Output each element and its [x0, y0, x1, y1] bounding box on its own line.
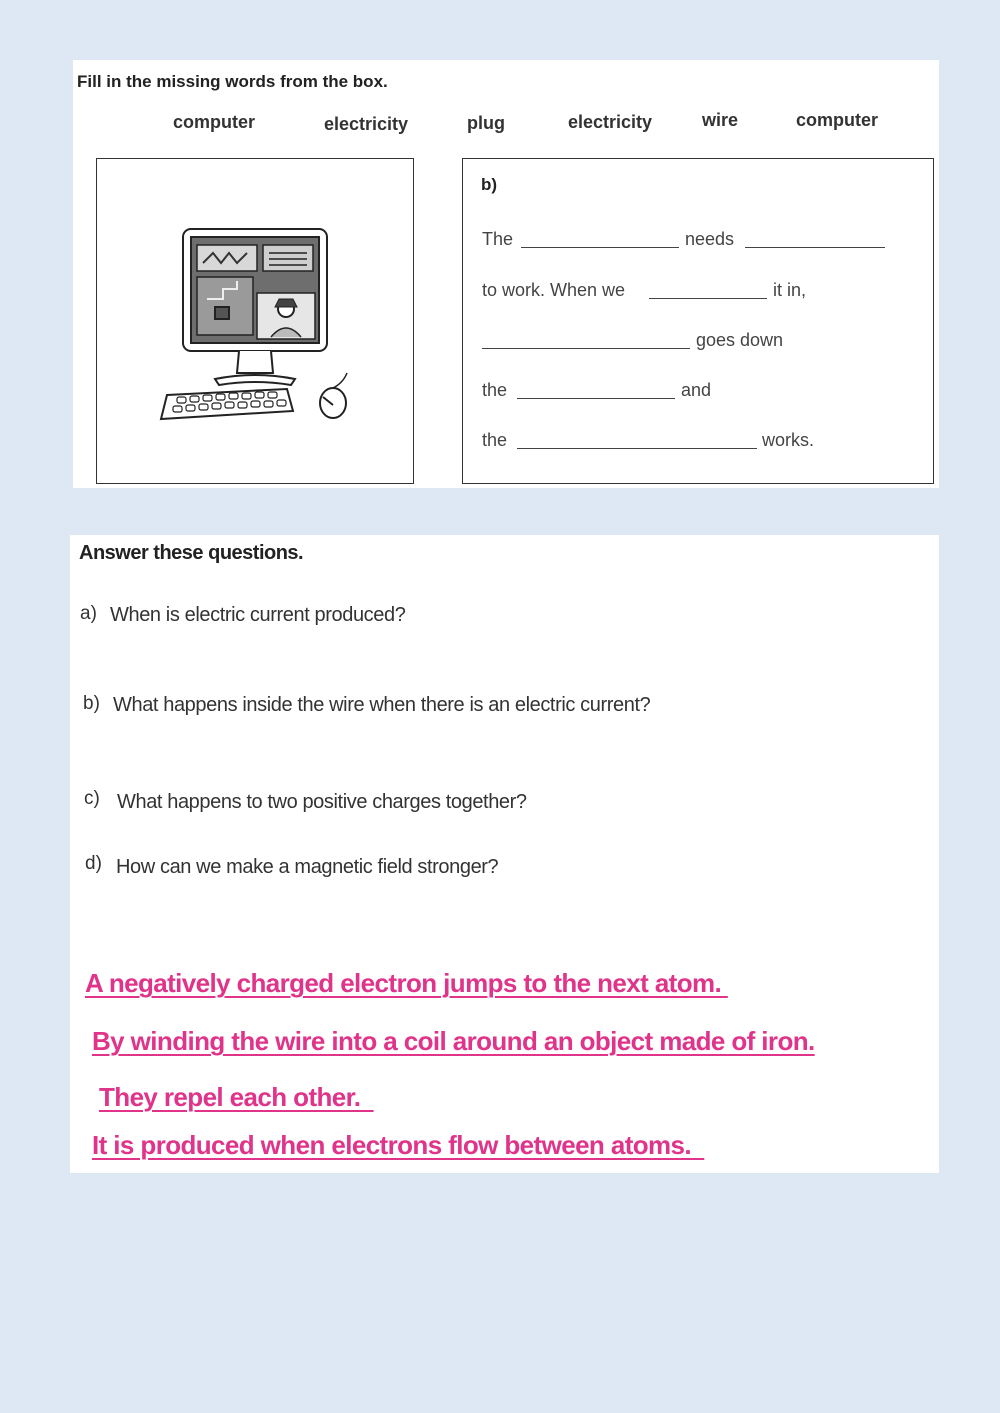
question-letter: c)	[84, 788, 100, 809]
questions-exercise-card	[70, 535, 939, 1173]
word-box-item: wire	[702, 110, 739, 130]
fill-blank[interactable]	[745, 247, 885, 248]
question-letter: b)	[83, 693, 100, 714]
answer-text: They repel each other.	[99, 1082, 374, 1112]
question-letter: d)	[85, 853, 102, 874]
fill-blank[interactable]	[521, 247, 679, 248]
computer-icon	[97, 159, 413, 483]
word-box-item: plug	[467, 113, 505, 133]
question-text: When is electric current produced?	[110, 604, 406, 626]
fill-in-text-box	[462, 158, 934, 484]
fill-line-text: the	[482, 430, 508, 450]
fill-line-text: needs	[685, 229, 735, 249]
word-box-item: computer	[173, 112, 256, 132]
answer-text: It is produced when electrons flow between atoms.	[92, 1130, 705, 1160]
question-text: What happens inside the wire when there is an electric current?	[113, 694, 651, 716]
question-letter: a)	[80, 603, 97, 624]
fill-line-text: works.	[762, 430, 815, 450]
word-box-item: electricity	[324, 114, 409, 134]
fill-box-label: b)	[481, 175, 498, 194]
answer-text: By winding the wire into a coil around an object made of iron.	[92, 1026, 815, 1056]
exercise1-instruction: Fill in the missing words from the box.	[77, 72, 388, 91]
fill-line-text: The	[482, 229, 514, 249]
fill-blank[interactable]	[517, 448, 757, 449]
question-text: What happens to two positive charges together?	[117, 791, 527, 813]
fill-blank[interactable]	[482, 348, 690, 349]
fill-line-text: to work. When we	[482, 280, 626, 300]
fill-line-text: goes down	[696, 330, 784, 350]
word-box-item: electricity	[568, 112, 653, 132]
answer-text: A negatively charged electron jumps to the next atom.	[85, 968, 728, 998]
question-text: How can we make a magnetic field stronger?	[116, 856, 499, 878]
fill-blank[interactable]	[649, 298, 767, 299]
fill-line-text: and	[681, 380, 712, 400]
computer-illustration-box	[96, 158, 414, 484]
fill-in-exercise-card	[73, 60, 939, 488]
exercise2-instruction: Answer these questions.	[79, 542, 304, 564]
fill-line-text: it in,	[773, 280, 807, 300]
fill-line-text: the	[482, 380, 508, 400]
fill-blank[interactable]	[517, 398, 675, 399]
word-box-item: computer	[796, 110, 879, 130]
